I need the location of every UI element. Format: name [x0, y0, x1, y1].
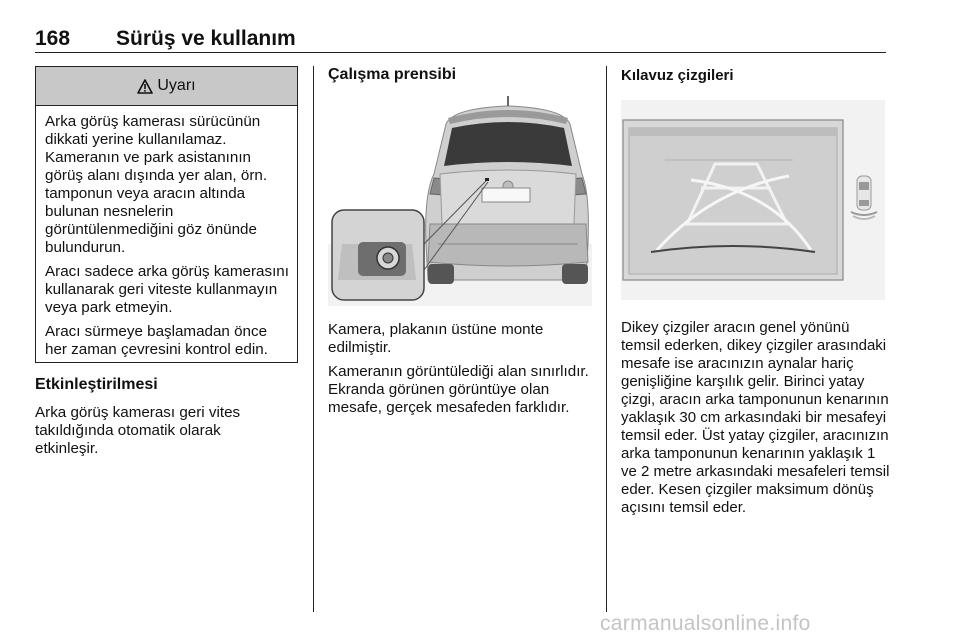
column-divider-2 [606, 66, 607, 612]
warning-paragraph-1: Arka görüş kamerası sürücünün dikkati yerine kullanılamaz. Kameranın ve park asistanının görüş alanı dışında yer alan, örn. tamponun veya aracın altında bulunan nesnelerin görüntülenmediğini göz önünde bulundurun. [45, 113, 268, 256]
guidelines-heading: Kılavuz çizgileri [621, 67, 734, 84]
warning-body [36, 106, 297, 359]
header-rule [35, 52, 886, 53]
guidelines-paragraph: Dikey çizgiler aracın genel yönünü temsil ederken, dikey çizgiler arasındaki mesafe ise aracınızın aynalar hariç genişliğine karşılık gelir. Birinci yatay çizgi, aracın arka tamponunun kenarının yaklaşık 30 cm arkasındaki bir mesafeyi temsil eder. Üst yatay çizgiler, aracınızın arka tamponunun kenarının yaklaşık 1 ve 2 metre arkasındaki mesafeleri temsil eder. Kesen çizgiler maksimum dönüş açısını temsil eder. [621, 319, 890, 516]
guideline-display-illustration [621, 100, 885, 300]
activation-heading: Etkinleştirilmesi [35, 376, 158, 393]
watermark: carmanualsonline.info [600, 612, 811, 635]
warning-header [36, 67, 297, 106]
page-number: 168 [35, 27, 71, 50]
page-header [35, 22, 885, 54]
warning-triangle-icon [137, 79, 153, 94]
warning-box [35, 66, 298, 363]
warning-paragraph-2: Aracı sadece arka görüş kamerasını kullanarak geri viteste kullanmayın veya park etmeyin. [45, 263, 289, 316]
page-title: Sürüş ve kullanım [116, 27, 296, 50]
column-divider-1 [313, 66, 314, 612]
activation-paragraph: Arka görüş kamerası geri vites takıldığında otomatik olarak etkinleşir. [35, 404, 241, 457]
car-rear-camera-illustration [328, 94, 592, 306]
principle-paragraph-2: Kameranın görüntülediği alan sınırlıdır. Ekranda görünen görüntüye olan mesafe, gerçek mesafeden farklıdır. [328, 363, 589, 416]
warning-paragraph-3: Aracı sürmeye başlamadan önce her zaman çevresini kontrol edin. [45, 323, 268, 358]
principle-heading: Çalışma prensibi [328, 66, 457, 83]
warning-title: Uyarı [157, 77, 196, 94]
principle-paragraph-1: Kamera, plakanın üstüne monte edilmiştir. [328, 321, 544, 356]
principle-text [328, 321, 596, 423]
guidelines-text [621, 319, 891, 523]
activation-text [35, 404, 280, 464]
